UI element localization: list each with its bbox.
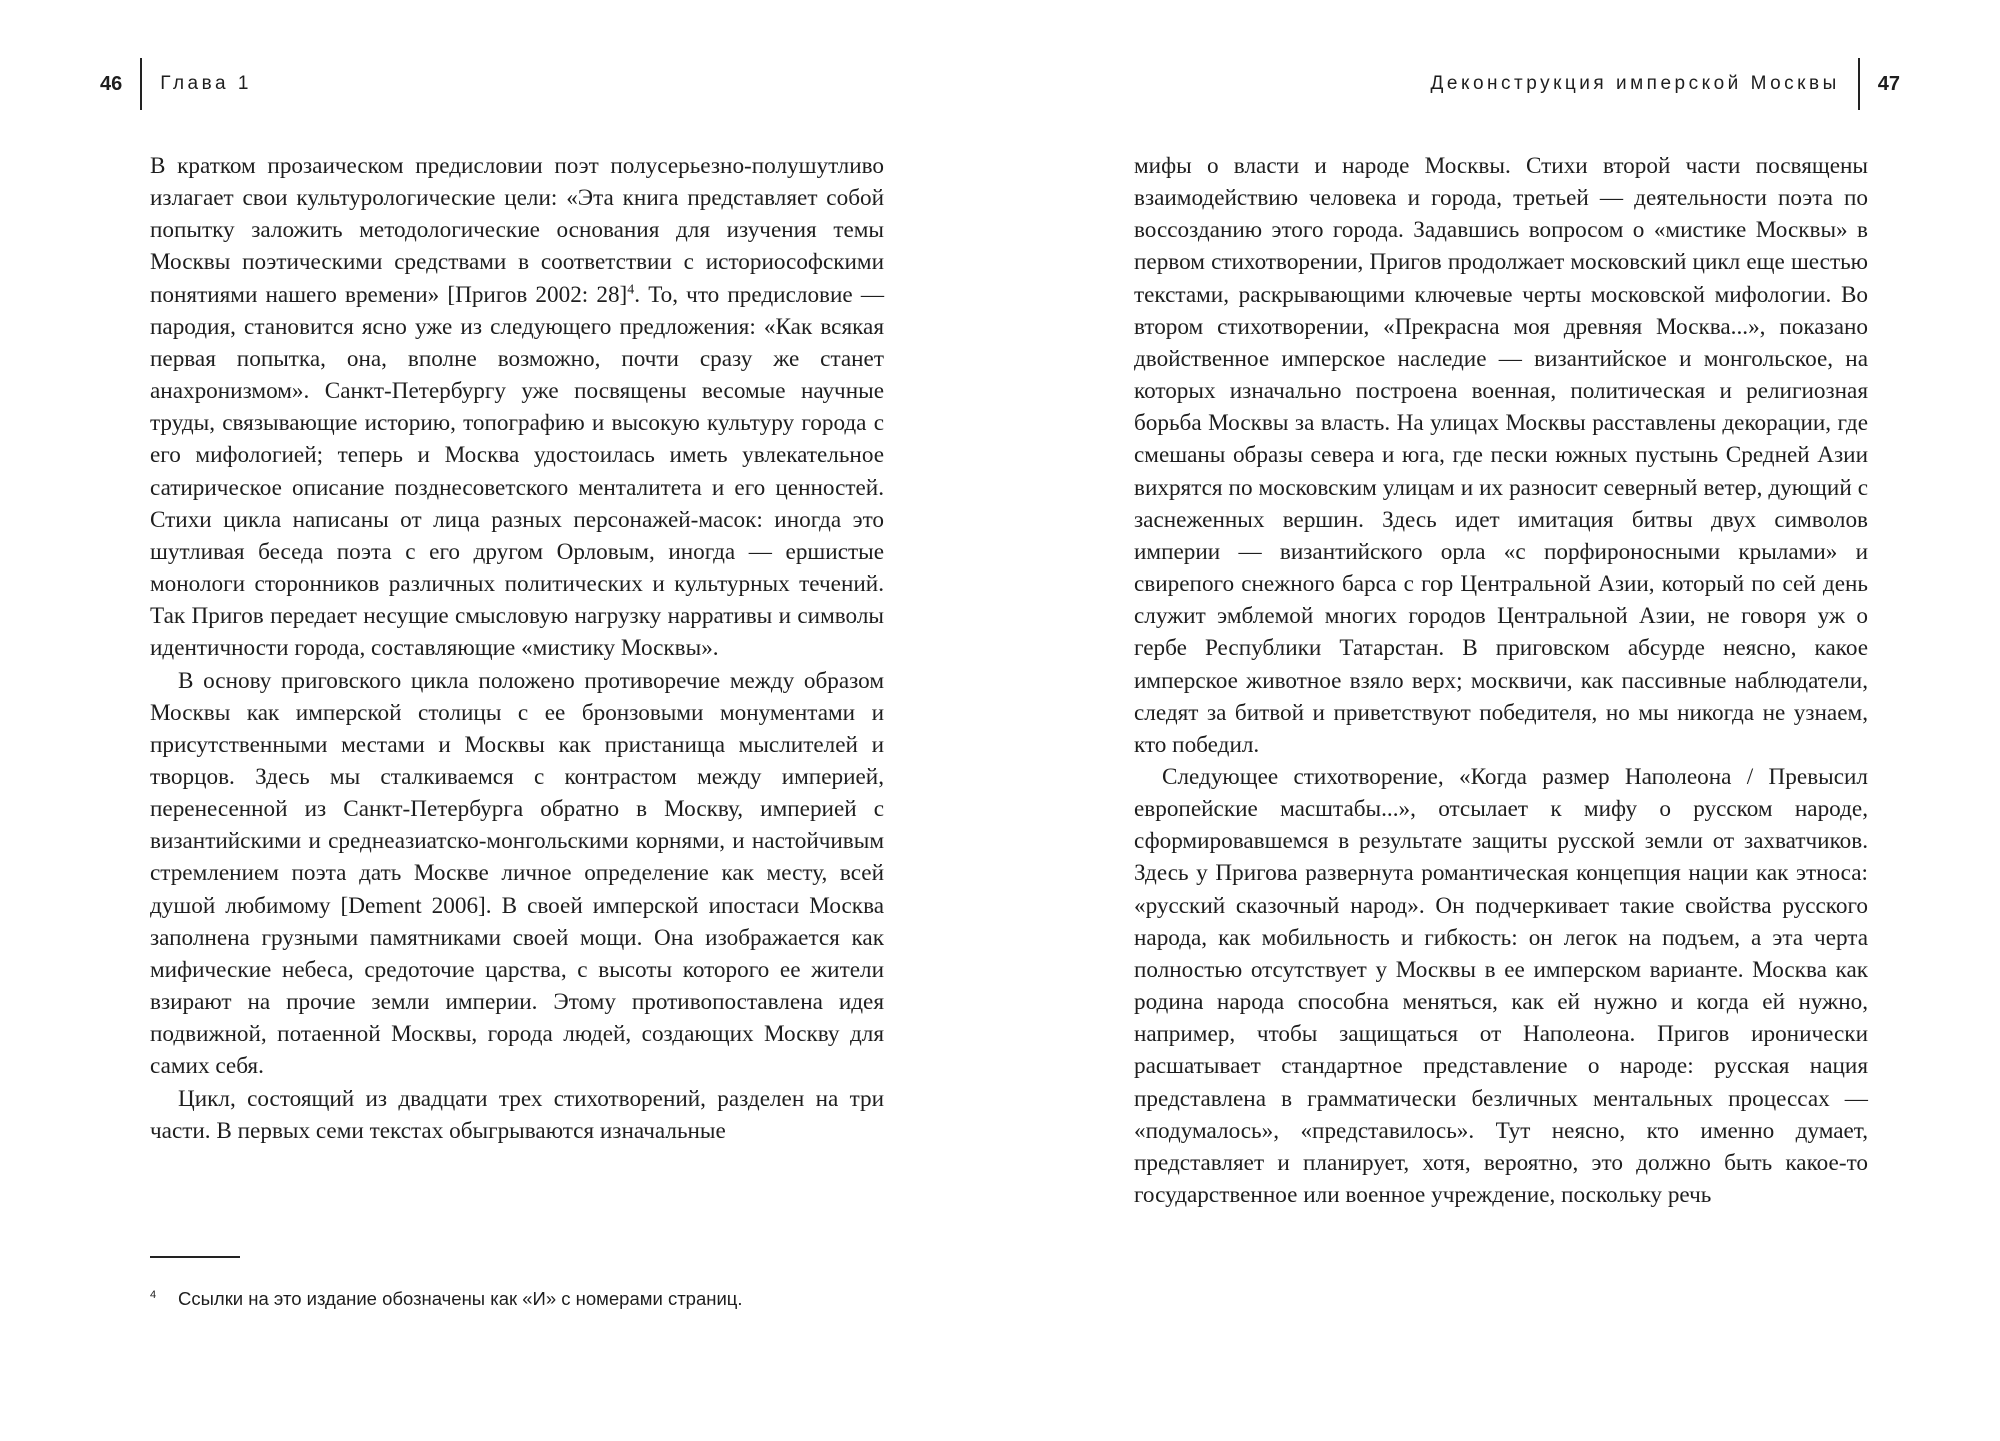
left-page-number: 46 xyxy=(100,72,123,95)
footnote-divider xyxy=(150,1256,240,1258)
left-paragraph-1 xyxy=(150,150,884,665)
right-running-head xyxy=(1431,58,1900,110)
right-chapter-title: Деконструкция имперской Москвы xyxy=(1430,73,1840,94)
right-page-number: 47 xyxy=(1877,72,1900,95)
footnote xyxy=(150,1282,884,1312)
left-running-head xyxy=(100,58,252,110)
right-text-column xyxy=(1134,150,1868,1211)
footnote-reference: 4 xyxy=(627,281,635,297)
left-text-column xyxy=(150,150,884,1147)
left-chapter-title: Глава 1 xyxy=(160,73,252,94)
left-paragraph-3: Цикл, состоящий из двадцати трех стихотворений, разделен на три части. В первых семи текстах обыгрываются изначальные xyxy=(150,1085,884,1144)
footnote-mark: 4 xyxy=(150,1289,157,1301)
left-paragraph-1-text: В кратком прозаическом предисловии поэт полусерьезно-полушутливо излагает свои культурологические цели: «Эта книга представляет собой попытку заложить методологические основания для изучения темы Москвы поэтическими средствами в соответствии с историософскими понятиями нашего времени» [Пригов 2002: 28] xyxy=(150,153,884,308)
left-paragraph-1-continuation: . То, что предисловие — пародия, становится ясно уже из следующего предложения: «Как всякая первая попытка, она, вполне возможно, почти сразу же станет анахронизмом». Санкт-Петербургу уже посвящены весомые научные труды, связывающие историю, топографию и высокую культуру города с его мифологией; теперь и Москва удостоилась иметь увлекательное сатирическое описание позднесоветского менталитета и его ценностей. Стихи цикла написаны от лица разных персонажей-масок: иногда это шутливая беседа поэта с его другом Орловым, иногда — ершистые монологи сторонников различных политических и культурных течений. Так Пригов передает несущие смысловую нагрузку нарративы и символы идентичности города, составляющие «мистику Москвы». xyxy=(150,281,885,662)
right-paragraph-2: Следующее стихотворение, «Когда размер Наполеона / Превысил европейские масштабы...», отсылает к мифу о русском народе, сформировавшемся в результате защиты русской земли от захватчиков. Здесь у Пригова развернута романтическая концепция нации как этноса: «русский сказочный народ». Он подчеркивает такие свойства русского народа, как мобильность и гибкость: он легок на подъем, а эта черта полностью отсутствует у Москвы в ее имперском варианте. Москва как родина народа способна меняться, как ей нужно и когда ей нужно, например, чтобы защищаться от Наполеона. Пригов иронически расшатывает стандартное представление о народе: русская нация представлена в грамматически безличных ментальных процессах — «подумалось», «представилось». Тут неясно, кто именно думает, представляет и планирует, хотя, вероятно, это должно быть какое-то государственное или военное учреждение, поскольку речь xyxy=(1134,763,1868,1208)
left-paragraph-2: В основу приговского цикла положено противоречие между образом Москвы как имперской столицы с ее бронзовыми монументами и присутственными местами и Москвы как пристанища мыслителей и творцов. Здесь мы сталкиваемся с контрастом между империей, перенесенной из Санкт-Петербурга обратно в Москву, империей с византийскими и среднеазиатско-монгольскими корнями, и настойчивым стремлением поэта дать Москве личное определение как месту, всей душой любимому [Dement 2006]. В своей имперской ипостаси Москва заполнена грузными памятниками своей мощи. Она изображается как мифические небеса, средоточие царства, с высоты которого ее жители взирают на прочие земли империи. Этому противопоставлена идея подвижной, потаенной Москвы, города людей, создающих Москву для самих себя. xyxy=(150,667,884,1080)
footnote-text: Ссылки на это издание обозначены как «И» с номерами страниц. xyxy=(178,1288,743,1310)
right-head-divider xyxy=(1858,58,1860,110)
right-paragraph-1: мифы о власти и народе Москвы. Стихи второй части посвящены взаимодействию человека и города, третьей — деятельности поэта по воссозданию этого города. Задавшись вопросом о «мистике Москвы» в первом стихотворении, Пригов продолжает московский цикл еще шестью текстами, раскрывающими ключевые черты московской мифологии. Во втором стихотворении, «Прекрасна моя древняя Москва...», показано двойственное имперское наследие — византийское и монгольское, на которых изначально построена военная, политическая и религиозная борьба Москвы за власть. На улицах Москвы расставлены декорации, где смешаны образы севера и юга, где пески южных пустынь Средней Азии вихрятся по московским улицам и их разносит северный ветер, дующий с заснеженных вершин. Здесь идет имитация битвы двух символов империи — византийского орла «с порфироносными крылами» и свирепого снежного барса с гор Центральной Азии, который по сей день служит эмблемой многих городов Центральной Азии, не говоря уж о гербе Республики Татарстан. В приговском абсурде неясно, какое имперское животное взяло верх; москвичи, как пассивные наблюдатели, следят за битвой и приветствуют победителя, но мы никогда не узнаем, кто победил. xyxy=(1134,153,1868,758)
left-head-divider xyxy=(140,58,142,110)
